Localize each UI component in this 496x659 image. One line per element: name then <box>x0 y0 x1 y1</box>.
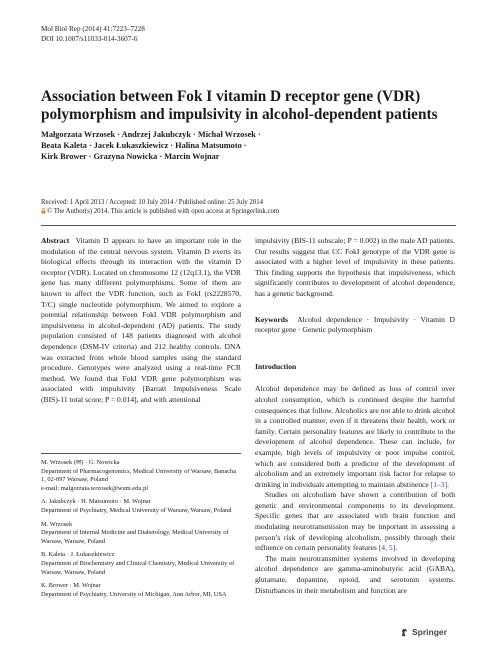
affiliation-names: B. Kaleta · J. Łukaszkiewicz <box>41 551 115 559</box>
publication-dates <box>41 198 461 216</box>
affiliation-block <box>41 521 241 547</box>
abstract-column <box>41 236 241 406</box>
journal-header <box>41 24 145 44</box>
journal-citation: Mol Biol Rep (2014) 41:7223–7228 <box>41 25 145 33</box>
affiliations <box>41 459 241 604</box>
affiliation-dept: Department of Internal Medicine and Diabetology, Medical University of Warsaw, Warsaw, Poland <box>41 529 229 545</box>
author-line: Kirk Brower · Grazyna Nowicka · Marcin Wojnar <box>41 152 220 162</box>
abstract-label: Abstract <box>41 236 70 245</box>
affiliation-dept: Department of Pharmacogenomics, Medical University of Warsaw, Banacha 1, 02-097 Warsaw, Poland <box>41 467 237 484</box>
article-title: Association between Fok I vitamin D receptor gene (VDR) polymorphism and impulsivity in alcohol-dependent patients <box>41 88 438 123</box>
keywords-text: Alcohol dependence · Impulsivity · Vitamin D receptor gene · Genetic polymorphism <box>255 314 455 335</box>
contact-email[interactable]: e-mail: malgorzata.wrzosek@wum.edu.pl <box>41 484 149 492</box>
keywords <box>255 315 455 336</box>
received-dates: Received: 1 April 2013 / Accepted: 10 July 2014 / Published online: 25 July 2014 <box>41 199 264 206</box>
abstract-text: Vitamin D appears to have an important role in the modulation of the central nervous system. Vitamin D exerts its biological effects through its interaction with the vitamin D receptor (VDR). Located on chromosome 12 (12q13.1), the VDR gene has many different polymorphisms. Some of them are known to affect the VDR function, such as FokI (rs2228570, T/C) single nucleotide polymorphism. We aimed to explore a potential relationship between FokI VDR polymorphism and impulsiveness in alcohol-dependent (AD) patients. The study population consisted of 148 patients diagnosed with alcohol dependence (DSM-IV criteria) and 212 healthy controls. DNA was extracted from whole blood samples using the standard procedure. Genotypes were analyzed using a real-time PCR method. We found that FokI VDR gene polymorphism was associated with impulsivity [Barratt Impulsiveness Scale (BIS)-11 total score; P = 0.014], and with attentional <box>41 236 241 404</box>
right-column <box>255 236 455 596</box>
journal-doi[interactable]: DOI 10.1007/s11033-014-3607-6 <box>41 35 138 43</box>
citation-link[interactable]: [4, 5] <box>378 543 396 553</box>
affiliation-divider <box>41 453 241 454</box>
horse-icon <box>400 628 409 637</box>
publisher-name: Springer <box>412 627 447 637</box>
copyright-line: © The Author(s) 2014. This article is published with open access at Springerlink.com <box>41 207 461 216</box>
abstract-continued: impulsivity (BIS-11 subscale; P = 0.002) in the male AD patients. Our results suggest that CC FokI genotype of the VDR gene is associated with a higher level of impulsivity in these patients. This finding supports the hypothesis that impulsiveness, which significantly contributes to development of alcohol dependence, has a genetic background. <box>255 236 455 298</box>
affiliation-dept: Department of Psychiatry, University of Michigan, Ann Arbor, MI, USA <box>41 590 227 598</box>
publisher-logo <box>400 627 447 637</box>
intro-paragraph: Studies on alcoholism have shown a contribution of both genetic and environmental components to its development. Specific genes that are associated with brain function and modulating neurotransmission may be important in assessing a person’s risk of developing alcoholism, possibly through their influence on certain personality features [4, 5]. <box>255 490 455 553</box>
affiliation-names: M. Wrzosek <box>41 520 73 528</box>
affiliation-names: M. Wrzosek (✉) · G. Nowicka <box>41 459 120 466</box>
author-line: Małgorzata Wrzosek · Andrzej Jakubczyk · Michał Wrzosek · <box>41 130 261 139</box>
citation-link[interactable]: [1–3] <box>430 479 448 489</box>
intro-paragraph: The main neurotransmitter systems involved in developing alcohol dependence are gamma-aminobutyric acid (GABA), glutamate, dopamine, opioid, and serotonin systems. Disturbances in their metabolism and function are <box>255 553 455 595</box>
affiliation-block <box>41 459 241 493</box>
intro-paragraph: Alcohol dependence may be defined as loss of control over alcohol consumption, which is continued despite the harmful consequences that follow. Alcoholics are not able to drink alcohol in a controlled manner, even if it threatens their health, work or family. Certain personality features are likely to contribute to the development of alcohol dependence. These can include, for example, high levels of impulsivity or poor impulse control, which are considered both a predictor of the development of alcoholism and an extremely important risk factor for relapse to drinking in individuals attempting to maintain abstinence [1–3]. <box>255 384 455 489</box>
section-heading-introduction: Introduction <box>255 361 297 371</box>
keywords-label: Keywords <box>255 314 288 324</box>
affiliation-dept: Department of Psychiatry, Medical University of Warsaw, Warsaw, Poland <box>41 506 232 514</box>
affiliation-names: K. Brower · M. Wojnar <box>41 582 101 590</box>
author-list <box>41 129 441 163</box>
affiliation-block <box>41 498 241 515</box>
affiliation-dept: Department of Biochemistry and Clinical Chemistry, Medical University of Warsaw, Warsaw, Poland <box>41 559 235 576</box>
affiliation-block <box>41 551 241 577</box>
lock-icon <box>41 208 46 214</box>
divider <box>41 225 456 226</box>
affiliation-names: A. Jakubczyk · H. Matsumoto · M. Wojnar <box>41 498 151 506</box>
affiliation-block <box>41 582 241 599</box>
author-line: Beata Kaleta · Jacek Łukaszkiewicz · Halina Matsumoto · <box>41 141 247 151</box>
